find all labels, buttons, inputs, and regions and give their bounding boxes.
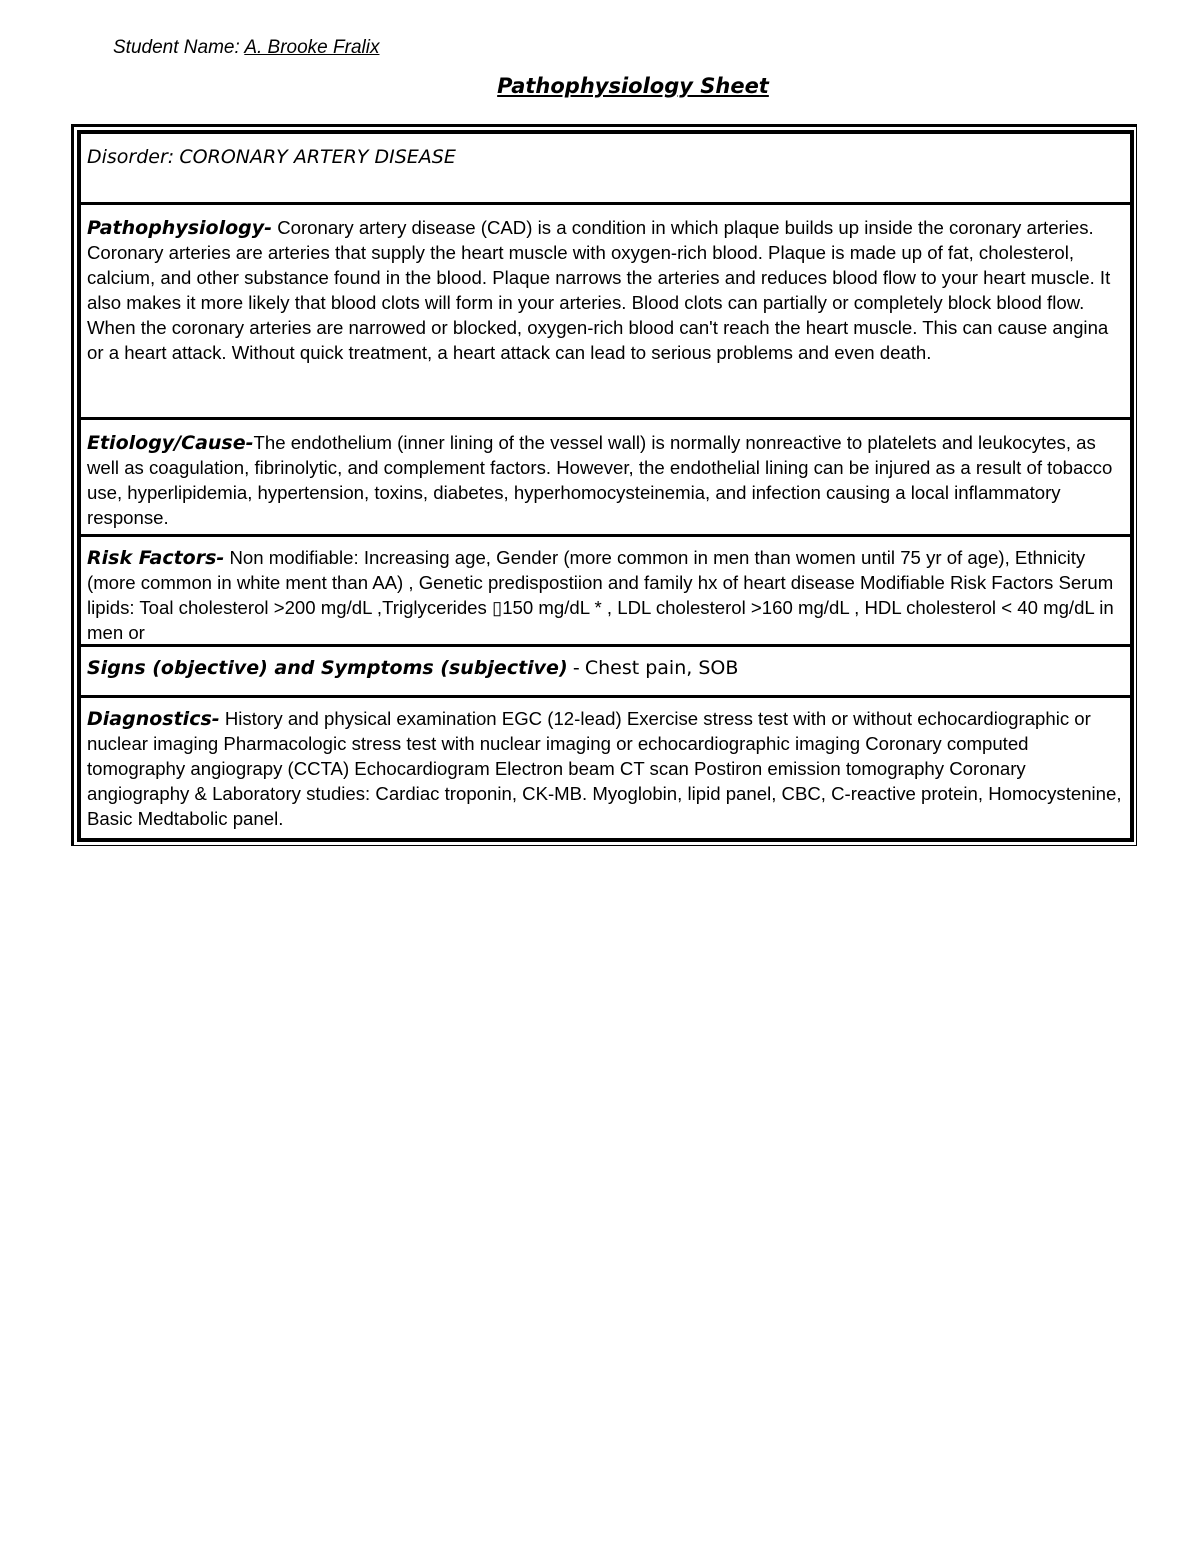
- table-inner-frame: [77, 130, 1134, 842]
- signs-symptoms-label: Signs (objective) and Symptoms (subjective): [87, 657, 568, 679]
- student-name-value: A. Brooke Fralix: [244, 37, 380, 58]
- pathophysiology-label: Pathophysiology-: [87, 217, 273, 239]
- pathophysiology-row: [81, 205, 1130, 420]
- diagnostics-row: [81, 698, 1130, 838]
- risk-factors-label: Risk Factors-: [87, 547, 225, 569]
- signs-symptoms-text: Chest pain, SOB: [584, 657, 739, 679]
- student-name-label: Student Name:: [113, 37, 245, 58]
- etiology-text: The endothelium (inner lining of the vessel wall) is normally nonreactive to platelets and leukocytes, as well as coagulation, fibrinolytic, and complement factors. However, the endothelial lining can be injured as a result of tobacco use, hyperlipidemia, hypertension, toxins, diabetes, hyperhomocysteinemia, and infection causing a local inflammatory response.: [87, 432, 1113, 528]
- risk-factors-text: Non modifiable: Increasing age, Gender (more common in men than women until 75 yr of age), Ethnicity (more common in white ment than AA) , Genetic predispostiion and family hx of heart disease Modifiable Risk Factors Serum lipids: Toal cholesterol >200 mg/dL ,Triglycerides ▯150 mg/dL * , LDL cholesterol >160 mg/dL , HDL cholesterol < 40 mg/dL in men or: [87, 547, 1114, 643]
- signs-symptoms-separator: -: [572, 657, 580, 679]
- pathophysiology-table: [71, 124, 1137, 846]
- student-name-line: [113, 36, 379, 60]
- signs-symptoms-row: [81, 647, 1130, 698]
- page-title: Pathophysiology Sheet: [497, 74, 769, 98]
- diagnostics-text: History and physical examination EGC (12-lead) Exercise stress test with or without echocardiographic or nuclear imaging Pharmacologic stress test with nuclear imaging or echocardiographic imaging Coronary computed tomography angiograpy (CCTA) Echocardiogram Electron beam CT scan Postiron emission tomography Coronary angiography & Laboratory studies: Cardiac troponin, CK-MB. Myoglobin, lipid panel, CBC, C-reactive protein, Homocystenine, Basic Medtabolic panel.: [87, 708, 1122, 829]
- diagnostics-label: Diagnostics-: [87, 708, 220, 730]
- disorder-value: CORONARY ARTERY DISEASE: [179, 146, 456, 168]
- risk-factors-row: [81, 537, 1130, 647]
- etiology-row: [81, 420, 1130, 537]
- pathophysiology-text: Coronary artery disease (CAD) is a condition in which plaque builds up inside the coronary arteries. Coronary arteries are arteries that supply the heart muscle with oxygen-rich blood. Plaque is made up of fat, cholesterol, calcium, and other substance found in the blood. Plaque narrows the arteries and reduces blood flow to your heart muscle. It also makes it more likely that blood clots will form in your arteries. Blood clots can partially or completely block blood flow. When the coronary arteries are narrowed or blocked, oxygen-rich blood can't reach the heart muscle. This can cause angina or a heart attack. Without quick treatment, a heart attack can lead to serious problems and even death.: [87, 217, 1111, 363]
- disorder-row: [81, 134, 1130, 205]
- disorder-label: Disorder:: [87, 146, 175, 168]
- etiology-label: Etiology/Cause-: [87, 432, 254, 454]
